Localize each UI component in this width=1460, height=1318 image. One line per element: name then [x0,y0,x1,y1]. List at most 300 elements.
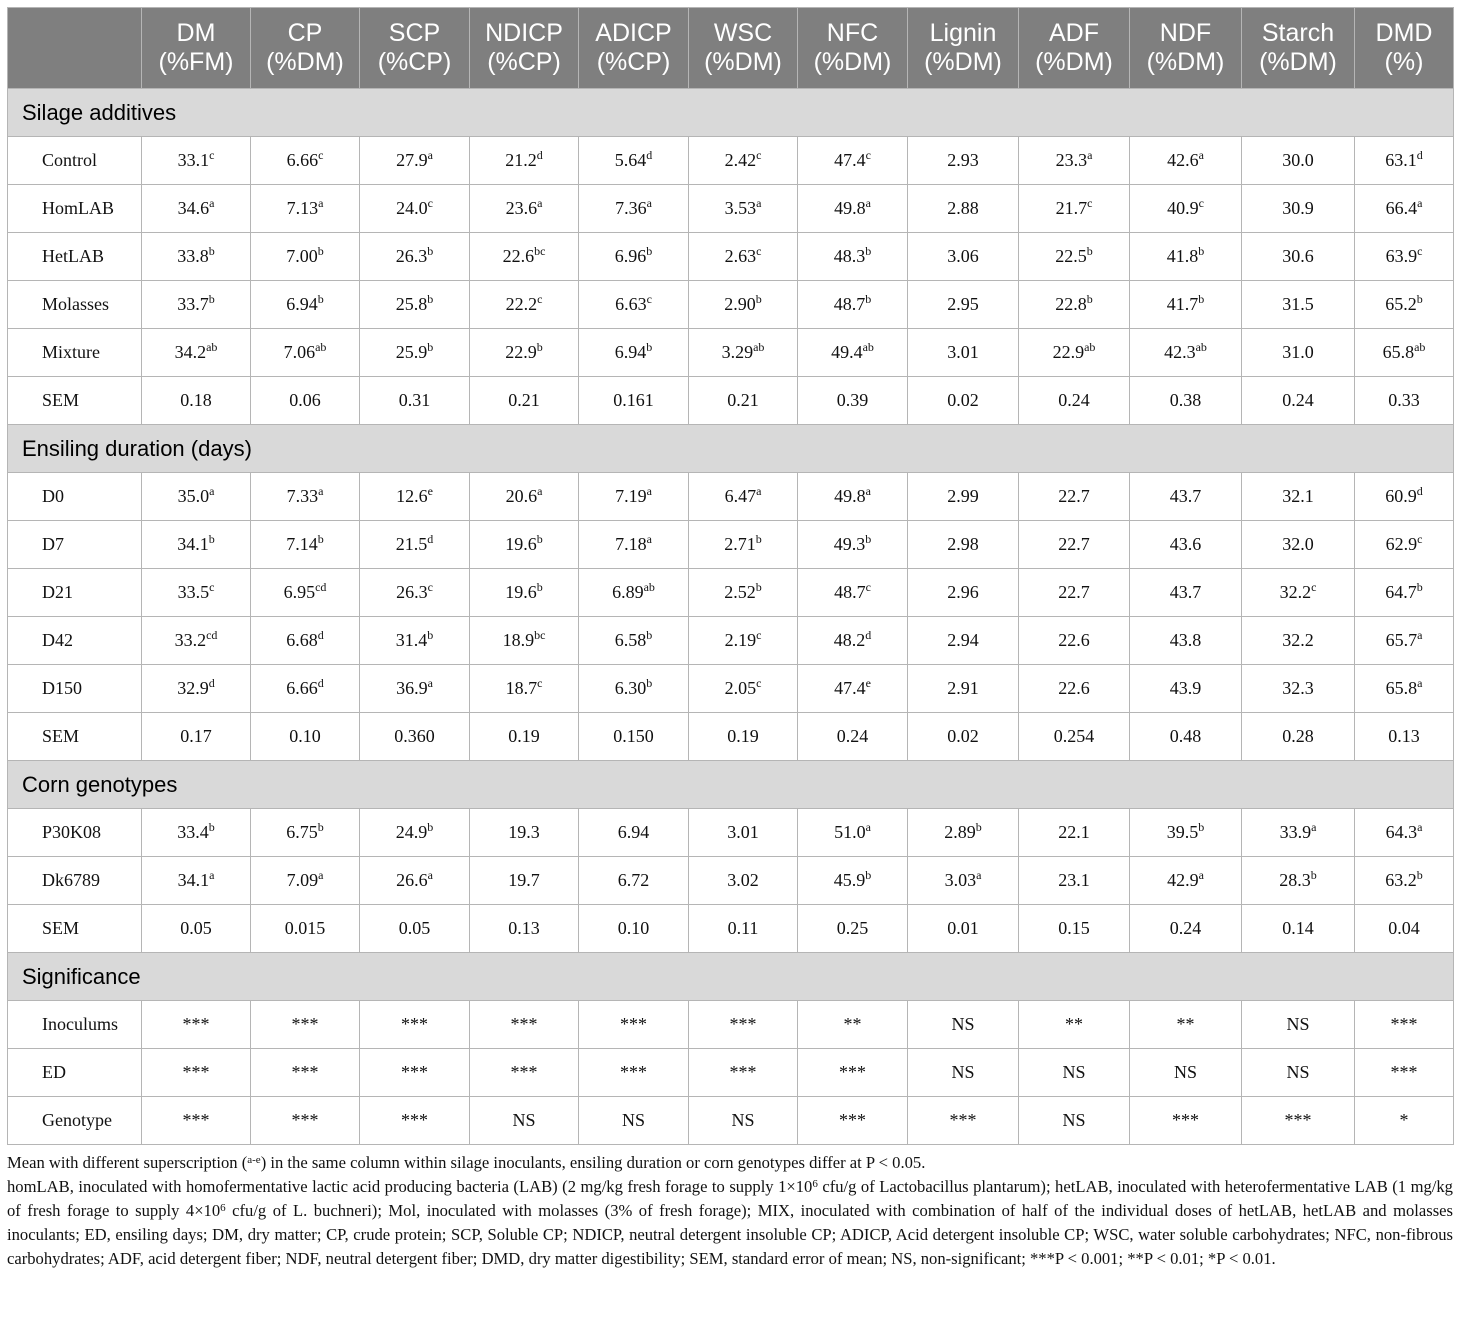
cell-value: *** [949,1110,977,1130]
cell-value: 27.9 [396,150,428,170]
column-unit: (%CP) [596,48,671,76]
table-cell [470,809,579,857]
table-cell [251,233,360,281]
significance-letter: b [646,628,653,642]
table-cell [142,137,251,185]
significance-letter: a [209,484,215,498]
table-cell [360,329,470,377]
table-cell [1130,281,1242,329]
significance-letter: b [865,868,872,882]
table-cell [579,713,689,761]
table-cell [1355,137,1454,185]
cell-value: ** [843,1014,862,1034]
cell-value: 7.33 [286,486,319,506]
significance-letter: a [427,148,433,162]
cell-value: 0.28 [1282,726,1314,746]
cell-value: 0.04 [1388,918,1420,938]
table-cell [908,857,1019,905]
cell-value: 0.15 [1058,918,1090,938]
table-cell [142,473,251,521]
table-cell [579,185,689,233]
cell-value: 60.9 [1385,486,1417,506]
cell-value: 7.14 [286,534,318,554]
table-cell [142,1001,251,1049]
significance-letter: b [1416,580,1423,594]
significance-letter: a [209,196,215,210]
table-cell [1242,665,1355,713]
table-cell [1355,1097,1454,1145]
significance-letter: b [536,340,543,354]
table-cell [579,329,689,377]
table-cell [798,665,908,713]
column-header-nfc [798,8,908,89]
cell-value: 2.88 [947,198,979,218]
cell-value: 2.89 [944,822,976,842]
cell-value: 30.9 [1282,198,1314,218]
cell-value: 34.1 [177,870,210,890]
significance-letter: b [208,532,215,546]
column-header-ndicp [470,8,579,89]
significance-letter: d [536,148,543,162]
table-cell [142,617,251,665]
column-name: DMD [1375,19,1433,47]
table-cell [1130,233,1242,281]
table-cell [360,569,470,617]
footnote-text: homLAB, inoculated with homofermentative lactic acid producing bacteria (LAB) (2 mg/kg fresh forage to supply 1×10 [7,1177,813,1196]
table-row [8,1097,1454,1145]
cell-value: 2.05 [724,678,757,698]
row-label: Dk6789 [8,857,142,905]
cell-value: 6.89 [612,582,644,602]
cell-value: *** [620,1062,647,1082]
cell-value: *** [401,1062,428,1082]
cell-value: 19.6 [505,582,537,602]
cell-value: 25.8 [395,294,428,314]
column-header-lignin [908,8,1019,89]
table-cell [798,857,908,905]
table-cell [1130,473,1242,521]
table-cell [1019,617,1130,665]
significance-letter: a [1087,148,1093,162]
table-cell [142,665,251,713]
row-label: Inoculums [8,1001,142,1049]
cell-value: 0.24 [1058,390,1090,410]
cell-value: 22.7 [1058,582,1090,602]
table-cell [470,521,579,569]
table-cell [142,569,251,617]
cell-value: 51.0 [834,822,866,842]
table-cell [251,1001,360,1049]
cell-value: 30.6 [1282,246,1314,266]
cell-value: 22.6 [1058,630,1090,650]
cell-value: 6.94 [286,294,318,314]
footnote-superscript: a-e [247,1154,261,1166]
cell-value: 0.10 [617,918,650,938]
significance-letter: c [756,244,762,258]
cell-value: 23.3 [1055,150,1088,170]
table-row [8,569,1454,617]
cell-value: 6.75 [286,822,318,842]
cell-value: 22.9 [1052,342,1085,362]
significance-letter: b [865,532,872,546]
table-cell [1355,233,1454,281]
cell-value: 31.4 [395,630,428,650]
cell-value: 0.13 [1388,726,1420,746]
cell-value: *** [729,1014,757,1034]
table-cell [470,569,579,617]
cell-value: 2.63 [724,246,757,266]
table-cell [1130,1097,1242,1145]
significance-letter: b [1198,292,1205,306]
significance-letter: cd [315,580,327,594]
significance-letter: bc [534,244,546,258]
table-cell [470,185,579,233]
table-row [8,329,1454,377]
table-cell [798,329,908,377]
table-cell [1130,521,1242,569]
table-cell [470,377,579,425]
cell-value: 2.95 [947,294,979,314]
table-cell [689,713,798,761]
table-cell [579,137,689,185]
significance-letter: b [755,532,762,546]
significance-letter: c [865,148,871,162]
table-cell [1355,377,1454,425]
cell-value: 0.24 [1282,390,1314,410]
significance-letter: c [865,580,871,594]
cell-value: *** [510,1014,538,1034]
cell-value: 33.5 [177,582,210,602]
significance-letter: b [1198,820,1205,834]
cell-value: 32.9 [177,678,209,698]
cell-value: 6.96 [614,246,647,266]
table-cell [251,1049,360,1097]
table-cell [360,1049,470,1097]
section-title: Significance [8,953,1454,1001]
column-unit: (%) [1384,48,1424,76]
row-label: P30K08 [8,809,142,857]
column-header-cp [251,8,360,89]
cell-value: 49.8 [834,486,866,506]
cell-value: 65.2 [1385,294,1417,314]
cell-value: 3.01 [947,342,979,362]
cell-value: 0.38 [1169,390,1202,410]
table-cell [251,905,360,953]
table-cell [579,281,689,329]
significance-letter: b [1086,292,1093,306]
table-figure [7,7,1453,1271]
cell-value: *** [510,1062,538,1082]
significance-letter: ab [206,340,218,354]
column-unit: (%DM) [1259,48,1337,76]
cell-value: 7.19 [615,486,647,506]
table-cell [251,713,360,761]
table-cell [579,1001,689,1049]
cell-value: 64.7 [1385,582,1417,602]
table-cell [689,233,798,281]
significance-letter: b [427,292,434,306]
cell-value: *** [729,1062,757,1082]
table-cell [360,521,470,569]
cell-value: 0.14 [1282,918,1314,938]
cell-value: 25.9 [395,342,428,362]
significance-letter: a [1417,820,1423,834]
cell-value: 43.6 [1169,534,1202,554]
table-cell [142,809,251,857]
cell-value: 24.0 [396,198,428,218]
table-cell [142,1049,251,1097]
significance-letter: c [1311,580,1317,594]
table-cell [360,377,470,425]
table-cell [798,1097,908,1145]
significance-letter: ab [862,340,874,354]
column-unit: (%DM) [1146,48,1225,76]
table-cell [1242,377,1355,425]
table-cell [1242,713,1355,761]
cell-value: 0.21 [508,390,540,410]
column-unit: (%CP) [377,48,452,76]
significance-letter: b [317,292,324,306]
table-cell [1355,569,1454,617]
significance-letter: c [209,580,215,594]
table-cell [579,569,689,617]
significance-letter: cd [206,628,218,642]
table-cell [908,233,1019,281]
significance-letter: a [976,868,982,882]
significance-letter: c [1198,196,1204,210]
significance-letter: a [427,868,433,882]
cell-value: 2.91 [947,678,979,698]
cell-value: 22.8 [1055,294,1087,314]
significance-letter: a [756,484,762,498]
footnote-text: cfu/g of L. buchneri); Mol, inoculated with molasses (3% of fresh forage); MIX, inoculated with combination of half of the individual doses of hetLAB, hetLAB and molasses inoculants; ED, ensiling days; DM, dry matter; CP, crude protein; SCP, Soluble CP; NDICP, neutral detergent insoluble CP; ADICP, Acid detergent insoluble CP; WSC, water soluble carbohydrates; NFC, non-fibrous carbohydrates; ADF, acid detergent fiber; NDF, neutral detergent fiber; DMD, dry matter digestibility; SEM, standard error of mean; NS, non-significant; ***P < 0.001; **P < 0.01; *P < 0.01. [7,1201,1453,1268]
cell-value: 0.360 [394,726,435,746]
table-row [8,377,1454,425]
cell-value: NS [731,1110,755,1130]
table-cell [798,809,908,857]
significance-letter: a [865,820,871,834]
table-cell [1130,617,1242,665]
table-cell [142,281,251,329]
table-cell [251,137,360,185]
cell-value: 21.2 [505,150,537,170]
table-cell [1019,377,1130,425]
cell-value: 33.7 [177,294,209,314]
table-cell [689,1049,798,1097]
column-unit: (%CP) [487,48,561,76]
significance-letter: c [756,628,762,642]
significance-letter: c [209,148,215,162]
cell-value: 42.3 [1164,342,1196,362]
section-header-row [8,761,1454,809]
table-cell [470,617,579,665]
cell-value: 39.5 [1166,822,1199,842]
table-cell [1355,713,1454,761]
cell-value: ** [1176,1014,1195,1034]
table-cell [142,233,251,281]
table-cell [798,137,908,185]
cell-value: 0.39 [836,390,869,410]
table-row [8,905,1454,953]
cell-value: 6.63 [615,294,647,314]
significance-letter: a [646,532,652,546]
cell-value: 32.1 [1282,486,1314,506]
cell-value: 0.24 [1169,918,1202,938]
table-cell [1242,857,1355,905]
table-cell [1019,569,1130,617]
table-cell [1355,1049,1454,1097]
cell-value: 2.99 [947,486,979,506]
column-header-wsc [689,8,798,89]
table-row [8,233,1454,281]
table-cell [798,185,908,233]
table-cell [360,617,470,665]
table-cell [1130,329,1242,377]
table-cell [360,1001,470,1049]
table-cell [1130,665,1242,713]
significance-letter: b [536,580,543,594]
significance-letter: a [646,484,652,498]
cell-value: *** [1284,1110,1312,1130]
column-header-scp [360,8,470,89]
table-cell [908,377,1019,425]
table-cell [908,521,1019,569]
cell-value: 49.8 [834,198,866,218]
significance-letter: d [865,628,872,642]
cell-value: 42.6 [1167,150,1199,170]
significance-letter: ab [1084,340,1096,354]
table-cell [251,857,360,905]
significance-letter: d [317,676,324,690]
significance-letter: a [756,196,762,210]
cell-value: 0.25 [836,918,869,938]
cell-value: 2.42 [724,150,757,170]
table-cell [1242,1001,1355,1049]
cell-value: 3.29 [721,342,754,362]
cell-value: 33.9 [1279,822,1312,842]
cell-value: 6.47 [724,486,757,506]
significance-letter: bc [534,628,546,642]
significance-letter: a [1417,628,1423,642]
table-cell [908,1049,1019,1097]
cell-value: 0.17 [180,726,212,746]
cell-value: 2.71 [724,534,756,554]
column-name: NFC [826,19,879,47]
cell-value: 63.1 [1385,150,1417,170]
cell-value: 6.30 [614,678,647,698]
cell-value: 65.8 [1385,678,1418,698]
table-cell [1019,809,1130,857]
significance-letter: d [317,628,324,642]
significance-letter: b [975,820,982,834]
table-cell [908,473,1019,521]
significance-letter: b [1086,244,1093,258]
column-name: NDICP [485,19,563,47]
significance-letter: c [537,292,543,306]
cell-value: 21.5 [395,534,428,554]
cell-value: 6.66 [286,678,318,698]
cell-value: 19.3 [508,822,540,842]
cell-value: 6.72 [617,870,650,890]
table-cell [470,329,579,377]
cell-value: *** [291,1014,319,1034]
table-cell [360,185,470,233]
significance-letter: c [1087,196,1093,210]
cell-value: 6.66 [286,150,319,170]
cell-value: 65.7 [1385,630,1418,650]
significance-letter: b [427,820,434,834]
significance-letter: b [317,532,324,546]
row-label: D150 [8,665,142,713]
table-cell [1130,809,1242,857]
cell-value: *** [1390,1062,1418,1082]
table-cell [1242,329,1355,377]
row-label: D21 [8,569,142,617]
table-cell [1242,185,1355,233]
cell-value: 6.68 [286,630,318,650]
cell-value: 3.02 [727,870,759,890]
cell-value: 48.7 [834,582,866,602]
table-cell [579,617,689,665]
table-cell [908,617,1019,665]
table-cell [1242,521,1355,569]
cell-value: NS [951,1014,975,1034]
table-cell [798,473,908,521]
table-row [8,473,1454,521]
significance-letter: c [318,148,324,162]
table-cell [1355,665,1454,713]
cell-value: 43.9 [1169,678,1202,698]
cell-value: 0.24 [836,726,869,746]
significance-letter: b [1198,244,1205,258]
table-cell [1019,233,1130,281]
significance-letter: d [646,148,653,162]
table-cell [1019,137,1130,185]
table-cell [360,857,470,905]
cell-value: 0.19 [508,726,540,746]
cell-value: 63.2 [1385,870,1417,890]
cell-value: 2.90 [724,294,756,314]
cell-value: *** [1390,1014,1418,1034]
significance-letter: a [209,868,215,882]
table-cell [1355,521,1454,569]
column-name: DM [176,19,216,47]
column-header-dm [142,8,251,89]
cell-value: NS [1286,1014,1310,1034]
table-cell [1355,905,1454,953]
cell-value: 0.150 [613,726,654,746]
table-cell [1355,329,1454,377]
significance-letter: a [865,196,871,210]
column-header-ndf [1130,8,1242,89]
cell-value: 62.9 [1385,534,1418,554]
significance-letter: a [318,196,324,210]
table-cell [1019,281,1130,329]
table-cell [142,713,251,761]
cell-value: 0.015 [284,918,326,938]
cell-value: *** [401,1014,428,1034]
significance-letter: a [318,868,324,882]
cell-value: 32.0 [1282,534,1314,554]
table-cell [1355,281,1454,329]
cell-value: 0.02 [947,726,979,746]
significance-letter: b [536,532,543,546]
significance-letter: a [537,196,543,210]
significance-letter: a [1417,196,1423,210]
cell-value: 7.18 [615,534,647,554]
table-cell [1355,617,1454,665]
significance-letter: c [756,676,762,690]
